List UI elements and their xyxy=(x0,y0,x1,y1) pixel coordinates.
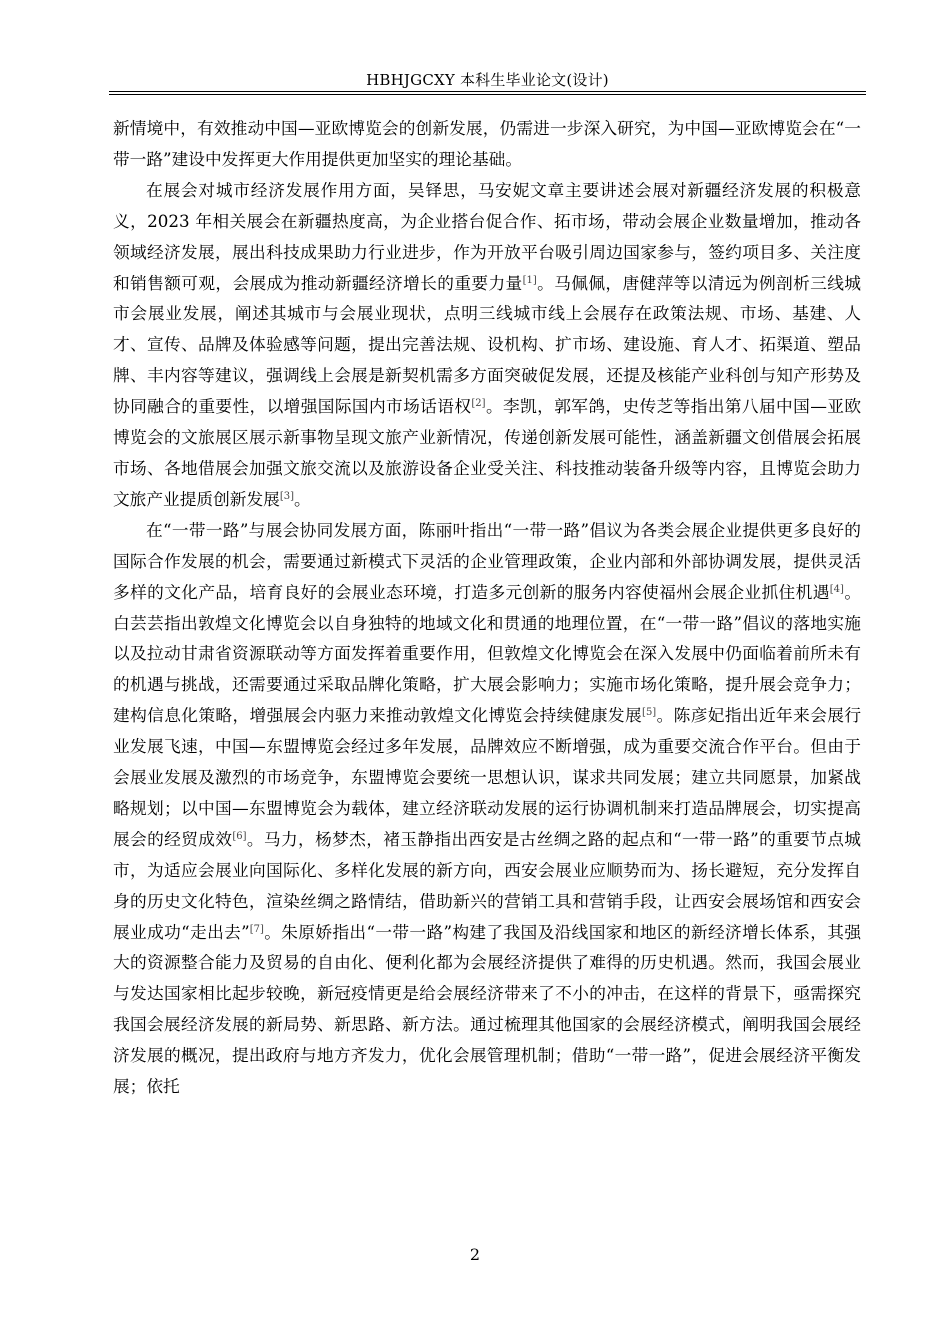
paragraph xyxy=(113,515,861,1102)
body-text xyxy=(113,113,861,1102)
citation-marker[interactable]: [4] xyxy=(829,583,844,595)
citation-marker[interactable]: [7] xyxy=(249,923,264,935)
header-rule-secondary xyxy=(109,94,866,95)
header-title: HBHJGCXY 本科生毕业论文(设计) xyxy=(366,71,609,89)
paragraph-text: 。朱原娇指出“一带一路”构建了我国及沿线国家和地区的新经济增长体系，其强大的资源整合能力及贸易的自由化、便利化都为会展经济提供了难得的历史机遇。然而，我国会展业与发达国家相比起步较晚，新冠疫情更是给会展经济带来了不小的冲击，在这样的背景下，亟需探究我国会展经济发展的新局势、新思路、新方法。通过梳理其他国家的会展经济模式，阐明我国会展经济发展的概况，提出政府与地方齐发力，优化会展管理机制；借助“一带一路”，促进会展经济平衡发展；依托 xyxy=(113,921,862,1097)
paragraph-text: 。白芸芸指出敦煌文化博览会以自身独特的地域文化和贯通的地理位置，在“一带一路”倡议的落地实施以及拉动甘肃省资源联动等方面发挥着重要作用，但敦煌文化博览会在深入发展中仍面临着前所未有的机遇与挑战，还需要通过采取品牌化策略，扩大展会影响力；实施市场化策略，提升展会竞争力；建构信息化策略，增强展会内驱力来推动敦煌文化博览会持续健康发展 xyxy=(113,581,862,726)
paragraph-text: 。李凯，郭军鸽，史传芝等指出第八届中国—亚欧博览会的文旅展区展示新事物呈现文旅产业新情况，传递创新发展可能性，涵盖新疆文创借展会拓展市场、各地借展会加强文旅交流以及旅游设备企业受关注、科技推动装备升级等内容，且博览会助力文旅产业提质创新发展 xyxy=(113,396,862,509)
paragraph-text: 。马佩佩，唐健萍等以清远为例剖析三线城市会展业发展，阐述其城市与会展业现状，点明三线城市线上会展存在政策法规、市场、基建、人才、宣传、品牌及体验感等问题，提出完善法规、设机构、扩市场、建设施、育人才、拓渠道、塑品牌、丰内容等建议，强调线上会展是新契机需多方面突破促发展，还提及核能产业科创与知产形势及协同融合的重要性，以增强国际国内市场话语权 xyxy=(113,272,861,417)
page-number xyxy=(0,1245,950,1265)
paragraph-text: 。 xyxy=(294,488,311,509)
citation-marker[interactable]: [5] xyxy=(642,707,657,719)
page-header xyxy=(109,70,866,90)
paragraph xyxy=(113,113,861,175)
citation-marker[interactable]: [3] xyxy=(279,490,295,502)
citation-marker[interactable]: [1] xyxy=(522,274,537,286)
citation-marker[interactable]: [2] xyxy=(471,398,486,410)
citation-marker[interactable]: [6] xyxy=(232,830,247,842)
paragraph xyxy=(113,175,861,515)
header-rule xyxy=(109,91,866,92)
paragraph-text: 。马力，杨梦杰，褚玉静指出西安是古丝绸之路的起点和“一带一路”的重要节点城市，为适应会展业向国际化、多样化发展的新方向，西安会展业应顺势而为、扬长避短，充分发挥自身的历史文化特色，渲染丝绸之路情结，借助新兴的营销工具和营销手段，让西安会展场馆和西安会展业成功“走出去” xyxy=(113,828,861,942)
paragraph-text: 新情境中，有效推动中国—亚欧博览会的创新发展，仍需进一步深入研究，为中国—亚欧博览会在“一带一路”建设中发挥更大作用提供更加坚实的理论基础。 xyxy=(113,118,861,169)
paragraph-text: 。陈彦妃指出近年来会展行业发展飞速，中国—东盟博览会经过多年发展，品牌效应不断增强，成为重要交流合作平台。但由于会展业发展及激烈的市场竞争，东盟博览会要统一思想认识，谋求共同发展；建立共同愿景，加紧战略规划；以中国—东盟博览会为载体，建立经济联动发展的运行协调机制来打造品牌展会，切实提高展会的经贸成效 xyxy=(113,705,862,849)
paragraph-text: 在展会对城市经济发展作用方面，吴铎思，马安妮文章主要讲述会展对新疆经济发展的积极意义，2023 年相关展会在新疆热度高，为企业搭台促合作、拓市场，带动会展企业数量增加，推动各领域经济发展，展出科技成果助力行业进步，作为开放平台吸引周边国家参与，签约项目多、关注度和销售额可观，会展成为推动新疆经济增长的重要力量 xyxy=(113,179,861,293)
paragraph-text: 在“一带一路”与展会协同发展方面，陈丽叶指出“一带一路”倡议为各类会展企业提供更多良好的国际合作发展的机会，需要通过新模式下灵活的企业管理政策，企业内部和外部协调发展，提供灵活多样的文化产品，培育良好的会展业态环境，打造多元创新的服务内容使福州会展企业抓住机遇 xyxy=(113,519,861,602)
page-number-text: 2 xyxy=(469,1245,481,1264)
